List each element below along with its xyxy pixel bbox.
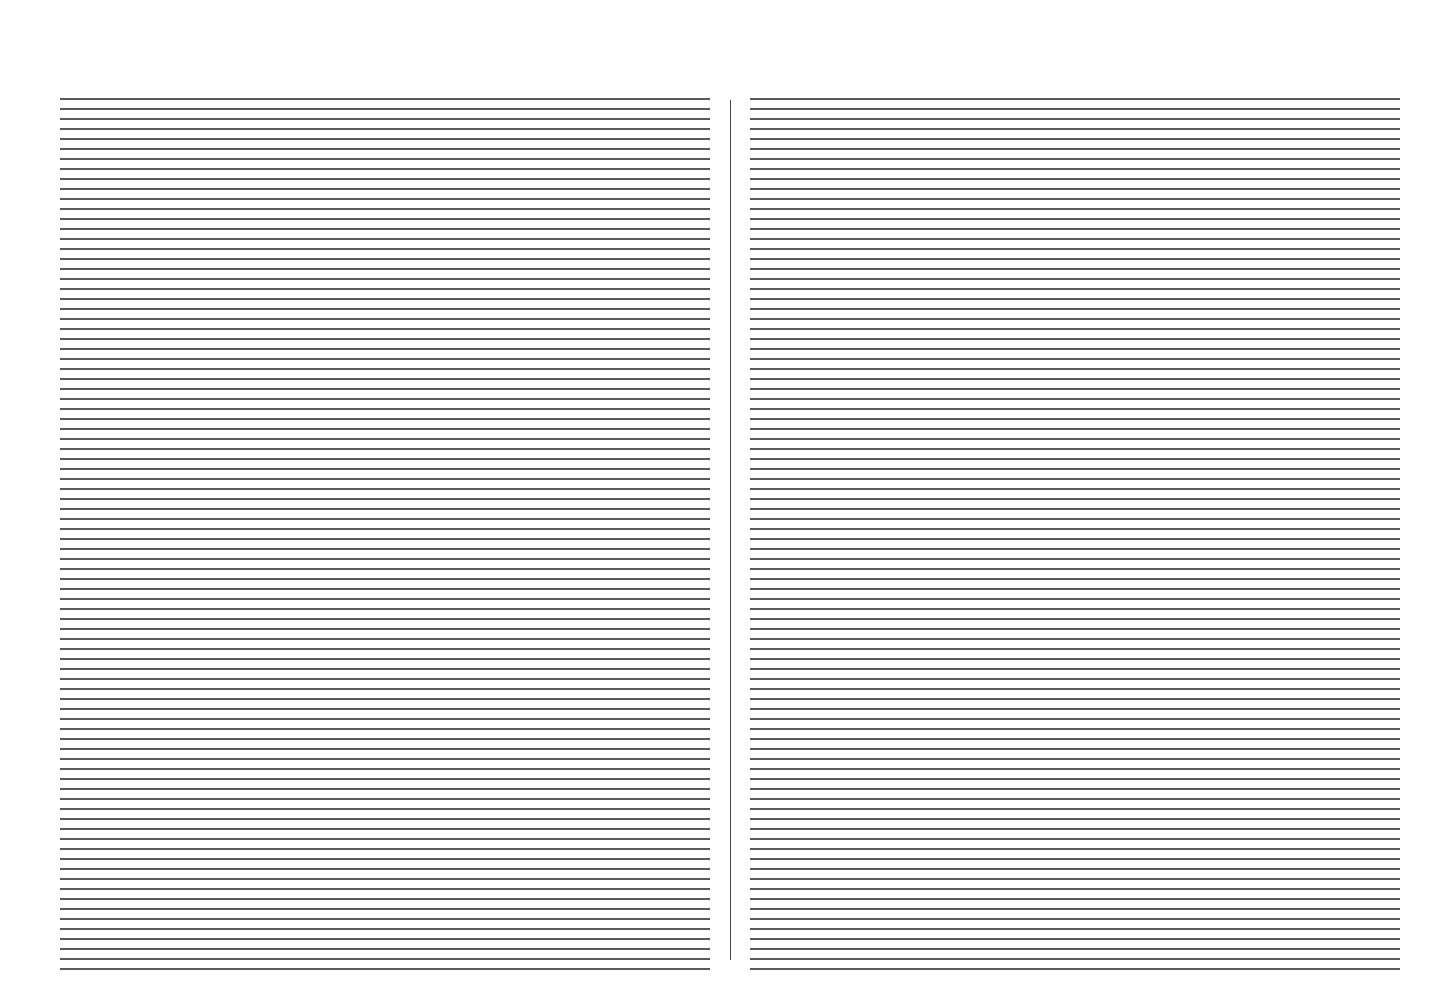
left-column-text <box>60 90 710 970</box>
column-divider <box>730 100 731 960</box>
page-footer <box>60 970 1400 990</box>
scanned-text-area <box>60 90 1400 970</box>
left-column <box>60 90 710 970</box>
right-column-text <box>750 90 1400 970</box>
right-column <box>750 90 1400 970</box>
page-header <box>60 20 1400 60</box>
